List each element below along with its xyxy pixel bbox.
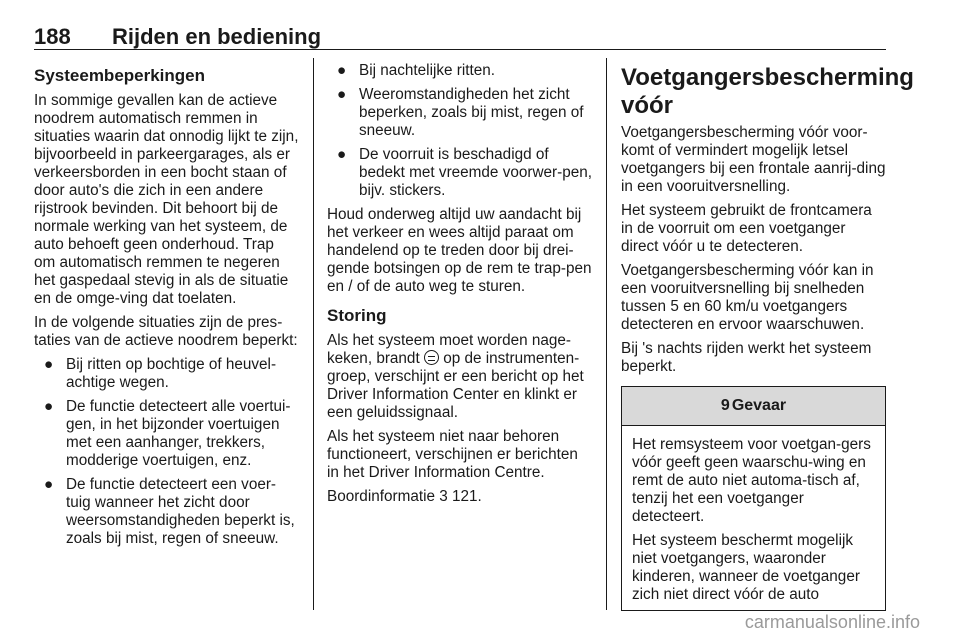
paragraph: Voetgangersbescherming vóór kan in een vooruitversnelling bij snelheden tussen 5 en 60 km/u voetgangers detecteren en ervoor waarschuwen. [621, 262, 874, 333]
danger-box [621, 386, 886, 611]
column-divider [606, 58, 607, 610]
paragraph: Het systeem beschermt mogelijk niet voetgangers, waaronder kinderen, wanneer de voetganger zich niet direct vóór de auto [632, 532, 860, 603]
page-reference[interactable]: 121. [452, 488, 482, 505]
list-item: ● De functie detecteert alle voertui-gen, in het bijzonder voertuigen met een aanhanger, trekkers, modderige voertuigen, enz. [44, 398, 291, 469]
page-number: 188 [34, 24, 71, 49]
paragraph: Het remsysteem voor voetgan-gers vóór geeft geen waarschu-wing en remt de auto niet automa-tisch af, tenzij het een voetganger detecteert. [632, 436, 871, 525]
paragraph: Boordinformatie 3 121. [327, 488, 482, 505]
paragraph: Als het systeem niet naar behoren functioneert, verschijnen er berichten in het Driver Information Centre. [327, 428, 578, 481]
paragraph: Het systeem gebruikt de frontcamera in de voorruit om een voetganger direct vóór u te detecteren. [621, 202, 872, 255]
bullet-icon: ● [44, 356, 54, 373]
paragraph: Houd onderweg altijd uw aandacht bij het verkeer en wees altijd paraat om handelend op te treden door bij drei-gende botsingen op de rem te trap-pen en / of de auto weg te sturen. [327, 206, 592, 295]
bullet-icon: ● [337, 62, 347, 79]
bullet-icon: ● [44, 398, 54, 415]
column-2 [327, 62, 592, 512]
bullet-icon: ● [337, 146, 347, 163]
warning-triangle-icon: 9 [720, 397, 730, 414]
list-item: ● De voorruit is beschadigd of bedekt met vreemde voorwer-pen, bijv. stickers. [337, 146, 592, 199]
paragraph: In de volgende situaties zijn de pres-taties van de actieve noodrem beperkt: [34, 314, 298, 349]
bullet-list [327, 62, 592, 200]
section-title: Rijden en bediening [112, 24, 322, 49]
danger-title: Gevaar [731, 397, 787, 414]
bullet-icon: ● [337, 86, 347, 103]
column-divider [313, 58, 314, 610]
danger-body [622, 426, 885, 604]
list-item: ● Bij ritten op bochtige of heuvel-achtige wegen. [44, 356, 277, 391]
column-3 [621, 62, 914, 611]
brake-warning-icon [424, 350, 439, 365]
heading-voetgangersbescherming: Voetgangersbescherming vóór [621, 64, 914, 119]
watermark: carmanualsonline.info [744, 612, 920, 632]
list-item: ● Weeromstandigheden het zicht beperken, zoals bij mist, regen of sneeuw. [337, 86, 584, 139]
bullet-list [34, 356, 299, 548]
danger-header [622, 387, 885, 426]
paragraph: Als het systeem moet worden nage-keken, brandt op de instrumenten-groep, verschijnt er een bericht op het Driver Information Center en klinkt er een geluidssignaal. [327, 332, 584, 421]
heading-systeembeperkingen: Systeembeperkingen [34, 66, 206, 85]
list-item: ● De functie detecteert een voer-tuig wanneer het zicht door weersomstandigheden beperkt is, zoals bij mist, regen of sneeuw. [44, 476, 295, 547]
paragraph: In sommige gevallen kan de actieve noodrem automatisch remmen in situaties waarin dat onnodig lijkt te zijn, bijvoorbeeld in parkeergarages, als er verkeersborden in een bocht staan of door auto's die zich in een andere rijstrook bevinden. Dit behoort bij de normale werking van het systeem, de auto behoeft geen onderhoud. Trap om automatisch remmen te negeren het gaspedaal stevig in als de situatie en de omge-ving dat toelaten. [34, 92, 299, 307]
paragraph: Bij 's nachts rijden werkt het systeem beperkt. [621, 340, 872, 375]
heading-storing: Storing [327, 306, 387, 325]
column-1 [34, 62, 299, 554]
bullet-icon: ● [44, 476, 54, 493]
header-rule [34, 49, 886, 50]
paragraph: Voetgangersbescherming vóór voor-komt of vermindert mogelijk letsel voetgangers bij een frontale aanrij-ding in een vooruitversnelling. [621, 124, 886, 195]
page-header [34, 24, 884, 52]
page-reference-arrow-icon[interactable]: 3 [439, 488, 448, 505]
list-item: ● Bij nachtelijke ritten. [337, 62, 496, 79]
